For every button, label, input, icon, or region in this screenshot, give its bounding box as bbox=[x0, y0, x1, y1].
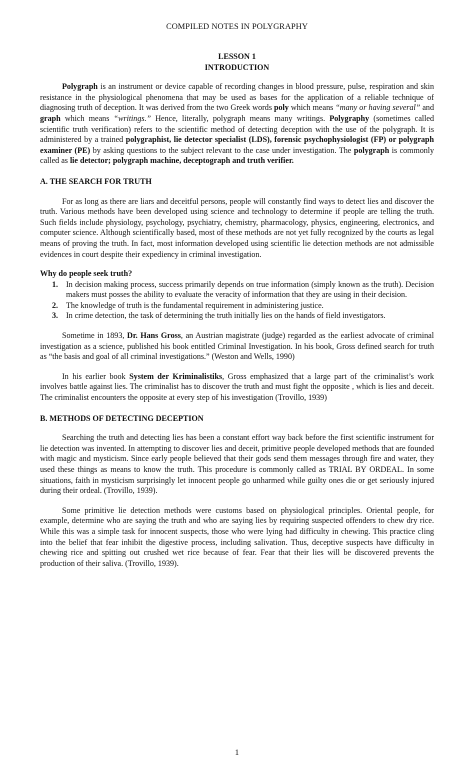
running-header: COMPILED NOTES IN POLYGRAPHY bbox=[166, 22, 308, 31]
paragraph-polygraph-definition: Polygraph is an instrument or device capable of recording changes in blood pressure, pulse, respiration and skin resistance in the physiological phenomena that may be used as bases for the application of a reliable technique of diagnosing truth of deception. It was derived from the two Greek words poly which means “many or having several” and graph which means “writings.” Hence, literally, polygraph means many writings. Polygraphy (sometimes called scientific truth verification) refers to the scientific method of detecting deception with the use of the polygraph. It is administered by a trained polygraphist, lie detector specialist (LDS), forensic psychophysiologist (FP) or polygraph examiner (PE) by asking questions to the subject relevant to the case under investigation. The polygraph is commonly called as lie detector; polygraph machine, deceptograph and truth verifier. bbox=[40, 82, 435, 166]
section-heading-search-for-truth: A. THE SEARCH FOR TRUTH bbox=[40, 176, 152, 186]
list-item: 1. In decision making process, success primarily depends on true information (simply known as the truth). Decision makers must posses the ability to evaluate the veracity of information that they are using in their decision. bbox=[52, 279, 434, 300]
term-poly: poly bbox=[274, 103, 289, 113]
section-heading-methods: B. METHODS OF DETECTING DECEPTION bbox=[40, 413, 204, 423]
list-item: 2. The knowledge of truth is the fundamental requirement in administering justice. bbox=[52, 300, 324, 310]
term-graph: graph bbox=[40, 113, 61, 123]
book-title: System der Kriminalistiks bbox=[129, 371, 223, 381]
meaning-poly: “many or having several” bbox=[335, 103, 421, 113]
name-hans-gross: Dr. Hans Gross bbox=[127, 331, 181, 341]
paragraph-primitive-methods: Some primitive lie detection methods were customs based on physiological principles. Oriental people, for example, determine who are saying the truth and who are saying lies by requiring suspected offenders to chew dry rice. While this was a simple task for innocent suspects, those who were lying had difficulty in chewing. This practice cling into the belief that fear inhibit the digestive process, including salivation. Thus, deceptive suspects have difficulty in chewing rice and spitting out crushed wet rice because of fear. Fear that their lies will be discovered prevents the production of their saliva. (Trovillo, 1939). bbox=[40, 505, 434, 568]
section-title-introduction: INTRODUCTION bbox=[204, 62, 270, 72]
paragraph-hans-gross: Sometime in 1893, Dr. Hans Gross, an Austrian magistrate (judge) regarded as the earliest advocate of criminal investigation as a science, published his book entitled Criminal Investigation. In his book, Gross defined search for truth as “the basis and goal of all criminal investigations.” (Weston and Wells, 1990) bbox=[40, 331, 434, 362]
term-examiner-titles: polygraphist, lie detector specialist (LDS), forensic psychophysiologist (FP) or polygraph examiner (PE) bbox=[40, 135, 435, 155]
meaning-graph: “writings.” bbox=[113, 113, 151, 123]
term-polygraph: Polygraph bbox=[62, 82, 98, 92]
lesson-title: LESSON 1 bbox=[218, 52, 256, 61]
paragraph-kriminalistiks: In his earlier book System der Kriminalistiks, Gross emphasized that a large part of the criminalist’s work involves battle against lies. The criminalist has to discover the truth and must fight the opposite , which is lies and deceit. The criminalist encounters the opposite at every step of his investigation (Trovillo, 1939) bbox=[40, 371, 434, 403]
list-item: 3. In crime detection, the task of determining the truth initially lies on the hands of field investigators. bbox=[52, 311, 386, 321]
page-number: 1 bbox=[234, 748, 240, 757]
reasons-list bbox=[40, 280, 434, 322]
subheading-why-seek-truth: Why do people seek truth? bbox=[40, 269, 133, 279]
term-other-names: lie detector; polygraph machine, deceptograph and truth verifier. bbox=[69, 156, 294, 166]
paragraph-search-for-truth: For as long as there are liars and deceitful persons, people will constantly find ways to detect lies and discover the truth. Various methods have been developed using science and technology to determine if people are telling the truth. Such fields include physiology, psychology, psychiatry, chemistry, pharmacology, physics, engineering, electronics, and computer science. Although scientifically based, most of these methods are not yet fully recognized by the courts as legal means of proving the truth. In fact, most information developed using scientific lie detection methods are not admissible evidences in court despite their expediency in criminal investigation. bbox=[40, 196, 434, 259]
page-content bbox=[40, 52, 434, 569]
paragraph-trial-by-ordeal: Searching the truth and detecting lies has been a constant effort way back before the first scientific instrument for lie detection was invented. In attempting to discover lies and deceit, primitive people developed methods that are founded with magic and mysticism. Since early people believed that their gods send them messages through fire and water, they used these things as means to know the truth. This procedure is commonly called as TRIAL BY ORDEAL. In some situations, faith in mysticism surprisingly let innocent people go unharmed while guilty ones die or get seriously injured during their ordeal. (Trovillo, 1939). bbox=[40, 433, 434, 496]
term-polygraphy: Polygraphy bbox=[329, 113, 370, 123]
term-polygraph-2: polygraph bbox=[353, 145, 390, 155]
